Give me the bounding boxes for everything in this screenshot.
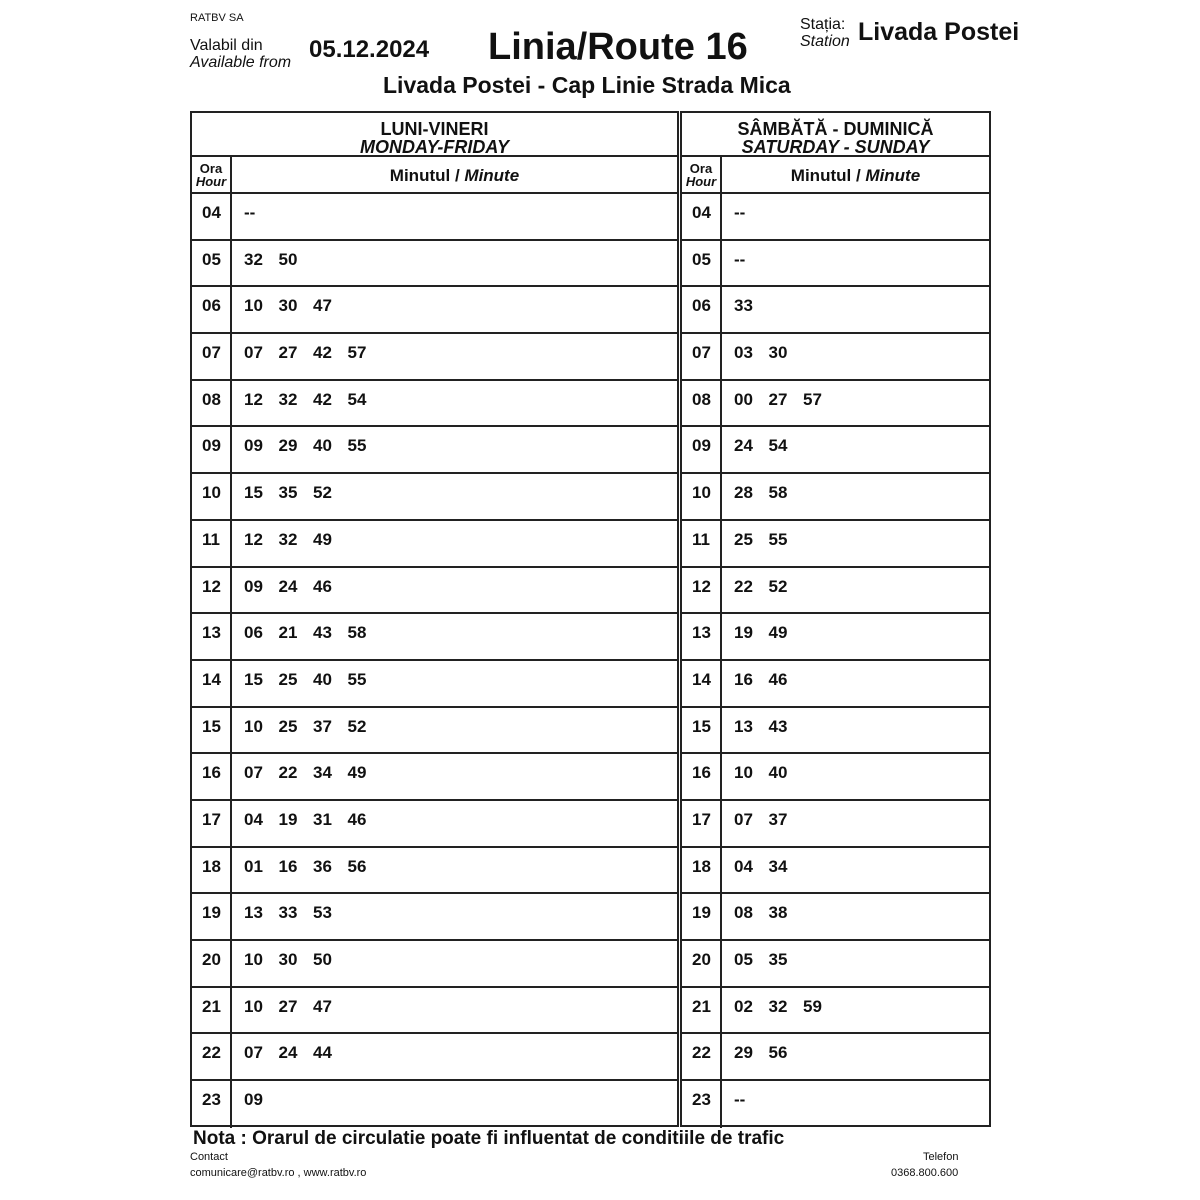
minute-value: 10 (244, 296, 263, 316)
minute-value: 49 (347, 763, 367, 783)
hour-cell: 17 (682, 801, 722, 846)
table-row (192, 708, 677, 755)
hour-cell: 20 (192, 941, 232, 986)
hour-cell: 12 (682, 568, 722, 613)
weekend-title-en: SATURDAY - SUNDAY (741, 137, 930, 157)
hour-cell: 13 (192, 614, 232, 659)
minute-value: 13 (734, 716, 753, 736)
minute-value: 38 (768, 903, 788, 923)
minute-value: 30 (278, 950, 298, 969)
minute-value: 19 (278, 809, 298, 829)
minute-value: 10 (244, 716, 263, 736)
table-row (682, 894, 989, 941)
minute-value: 22 (734, 576, 753, 596)
minutes-cell (232, 287, 677, 332)
minute-value: 13 (244, 903, 263, 923)
minute-value: 53 (313, 903, 332, 923)
table-row (192, 941, 677, 988)
minute-value: 46 (768, 669, 788, 689)
minute-value: 10 (244, 950, 263, 969)
table-row (192, 1034, 677, 1081)
hour-cell: 07 (682, 334, 722, 379)
minute-value: 43 (768, 716, 788, 736)
hour-cell: 16 (192, 754, 232, 799)
valid-from-label-ro: Valabil din (190, 37, 263, 54)
hour-header-ro: Ora (689, 161, 713, 176)
minute-value: 09 (244, 436, 263, 456)
traffic-note: Nota : Orarul de circulatie poate fi influentat de conditiile de trafic (193, 1128, 785, 1149)
hour-cell: 15 (192, 708, 232, 753)
minute-value: 08 (734, 903, 753, 923)
minute-value: 29 (278, 436, 298, 456)
minute-value: 15 (244, 669, 263, 689)
hour-cell: 04 (682, 194, 722, 239)
minute-value: 27 (768, 389, 788, 409)
minute-value: 16 (734, 669, 753, 689)
table-row (682, 661, 989, 708)
table-row (192, 1081, 677, 1128)
minutes-cell (232, 521, 677, 566)
minute-value: 35 (278, 483, 298, 503)
hour-cell: 08 (682, 381, 722, 426)
minutes-cell (722, 754, 989, 799)
minute-value: 15 (244, 483, 263, 503)
minute-value: 47 (313, 296, 332, 316)
minute-value: 40 (313, 436, 332, 456)
table-row (682, 988, 989, 1035)
weekend-column-headers (682, 157, 989, 194)
minute-column-header (232, 157, 677, 192)
minute-value: 27 (278, 996, 298, 1016)
minute-value: 04 (244, 809, 263, 829)
minutes-cell (722, 801, 989, 846)
weekday-rows (192, 194, 677, 1128)
phone-value: 0368.800.600 (891, 1167, 959, 1179)
hour-cell: 11 (192, 521, 232, 566)
route-description: Livada Postei - Cap Linie Strada Mica (383, 72, 791, 98)
minutes-cell (232, 474, 677, 519)
route-title: Linia/Route 16 (488, 26, 748, 68)
hour-cell: 13 (682, 614, 722, 659)
hour-cell: 04 (192, 194, 232, 239)
hour-cell: 15 (682, 708, 722, 753)
minute-value: 33 (734, 296, 753, 316)
minute-value: 34 (768, 856, 788, 876)
table-row (682, 708, 989, 755)
table-row (682, 334, 989, 381)
station-label-ro: Stația: (800, 16, 846, 33)
table-row (192, 521, 677, 568)
minute-value: -- (244, 203, 256, 222)
minute-value: 07 (244, 343, 263, 363)
minute-value: 25 (278, 716, 298, 736)
minutes-cell (232, 988, 677, 1033)
hour-cell: 23 (682, 1081, 722, 1128)
minute-value: 55 (347, 669, 367, 689)
minute-value: 03 (734, 343, 753, 363)
minute-value: 44 (313, 1043, 332, 1063)
minute-value: 59 (803, 996, 822, 1016)
minute-value: 36 (313, 856, 332, 876)
station-label (800, 16, 850, 50)
minutes-cell (232, 801, 677, 846)
valid-from-label-en: Available from (190, 54, 292, 71)
table-row (682, 1034, 989, 1081)
minute-value: 12 (244, 389, 263, 409)
table-row (682, 941, 989, 988)
table-row (682, 194, 989, 241)
minute-value: 07 (244, 1043, 263, 1063)
minutes-cell (722, 521, 989, 566)
table-row (192, 241, 677, 288)
minute-value: 24 (278, 576, 298, 596)
minutes-cell (722, 334, 989, 379)
hour-cell: 23 (192, 1081, 232, 1128)
table-row (682, 848, 989, 895)
minute-value: 09 (244, 576, 263, 596)
minute-value: 55 (768, 529, 788, 549)
table-row (682, 1081, 989, 1128)
minutes-cell (232, 1081, 677, 1128)
table-row (682, 474, 989, 521)
table-row (192, 754, 677, 801)
minutes-cell (232, 334, 677, 379)
hour-cell: 18 (682, 848, 722, 893)
hour-cell: 16 (682, 754, 722, 799)
weekend-timetable (680, 111, 991, 1127)
hour-cell: 06 (192, 287, 232, 332)
minute-value: 01 (244, 856, 263, 876)
weekday-title-en: MONDAY-FRIDAY (360, 137, 509, 157)
hour-cell: 22 (192, 1034, 232, 1079)
hour-cell: 14 (682, 661, 722, 706)
minute-value: 58 (768, 483, 788, 503)
minute-value: 33 (278, 903, 298, 923)
minute-value: 32 (278, 389, 298, 409)
minutes-cell (722, 194, 989, 239)
minutes-cell (232, 754, 677, 799)
minutes-cell (722, 941, 989, 986)
hour-cell: 18 (192, 848, 232, 893)
minutes-cell (232, 708, 677, 753)
minutes-cell (722, 988, 989, 1033)
table-row (192, 474, 677, 521)
hour-cell: 22 (682, 1034, 722, 1079)
minute-value: 32 (278, 529, 298, 549)
minute-value: -- (734, 249, 746, 269)
hour-cell: 21 (682, 988, 722, 1033)
weekend-header (682, 113, 989, 157)
table-row (192, 568, 677, 615)
table-row (192, 894, 677, 941)
hour-cell: 06 (682, 287, 722, 332)
minute-value: 07 (244, 763, 263, 783)
table-row (682, 381, 989, 428)
hour-cell: 19 (682, 894, 722, 939)
table-row (192, 661, 677, 708)
minutes-cell (232, 848, 677, 893)
station-label-en: Station (800, 33, 850, 50)
minute-value: 28 (734, 483, 753, 503)
table-row (192, 194, 677, 241)
minutes-cell (722, 287, 989, 332)
minutes-cell (232, 427, 677, 472)
hour-cell: 10 (682, 474, 722, 519)
minute-value: 55 (347, 436, 367, 456)
minute-value: 10 (734, 763, 753, 783)
minutes-cell (232, 568, 677, 613)
minute-value: 58 (347, 623, 367, 643)
weekend-title-ro: SÂMBĂTĂ - DUMINICĂ (737, 119, 934, 139)
minutes-cell (232, 1034, 677, 1079)
minute-value: 19 (734, 623, 753, 643)
minute-value: 27 (278, 343, 298, 363)
minute-value: 22 (278, 763, 298, 783)
minute-value: 40 (768, 763, 788, 783)
minute-value: 42 (313, 389, 332, 409)
minute-value: 46 (313, 576, 332, 596)
table-row (682, 801, 989, 848)
company-name: RATBV SA (190, 12, 244, 24)
weekday-column-headers (192, 157, 677, 194)
minute-value: 25 (734, 529, 753, 549)
minute-value: 02 (734, 996, 753, 1016)
minute-value: -- (734, 203, 746, 222)
minute-value: 42 (313, 343, 332, 363)
hour-cell: 10 (192, 474, 232, 519)
minute-value: 25 (278, 669, 298, 689)
minute-value: 09 (244, 1090, 263, 1110)
table-row (682, 754, 989, 801)
minute-header-ro: Minutul / (389, 166, 460, 185)
minutes-cell (232, 381, 677, 426)
minutes-cell (232, 241, 677, 286)
table-row (682, 614, 989, 661)
minutes-cell (722, 381, 989, 426)
minute-value: 52 (347, 716, 367, 736)
table-row (192, 614, 677, 661)
hour-cell: 20 (682, 941, 722, 986)
valid-from-label (190, 37, 291, 71)
minute-value: 06 (244, 623, 263, 643)
minute-value: 47 (313, 996, 332, 1016)
hour-header-en: Hour (195, 174, 227, 189)
minutes-cell (722, 1034, 989, 1079)
minute-value: 35 (768, 950, 788, 969)
weekday-title-ro: LUNI-VINERI (380, 119, 489, 139)
minute-value: 10 (244, 996, 263, 1016)
minute-value: 31 (313, 809, 332, 829)
minute-value: 52 (313, 483, 332, 503)
minute-value: 07 (734, 809, 753, 829)
minute-value: -- (734, 1090, 746, 1110)
table-row (192, 334, 677, 381)
minutes-cell (722, 614, 989, 659)
table-row (682, 568, 989, 615)
hour-cell: 05 (192, 241, 232, 286)
table-row (192, 381, 677, 428)
minutes-cell (232, 661, 677, 706)
weekday-header (192, 113, 677, 157)
contact-label: Contact (190, 1151, 228, 1163)
hour-cell: 11 (682, 521, 722, 566)
minute-value: 34 (313, 763, 332, 783)
hour-column-header (192, 157, 232, 192)
hour-cell: 12 (192, 568, 232, 613)
minute-column-header (722, 157, 989, 192)
hour-cell: 09 (192, 427, 232, 472)
minute-value: 37 (313, 716, 332, 736)
minutes-cell (722, 241, 989, 286)
hour-cell: 07 (192, 334, 232, 379)
minutes-cell (722, 661, 989, 706)
minute-header-en: Minute (865, 166, 921, 185)
minutes-cell (722, 894, 989, 939)
minute-value: 24 (278, 1043, 298, 1063)
minutes-cell (722, 427, 989, 472)
valid-from-date: 05.12.2024 (309, 36, 430, 63)
weekday-timetable (190, 111, 679, 1127)
minute-value: 46 (347, 809, 367, 829)
minute-value: 04 (734, 856, 753, 876)
minute-value: 49 (768, 623, 788, 643)
minute-value: 30 (278, 296, 298, 316)
minute-value: 29 (734, 1043, 753, 1063)
minute-value: 50 (278, 249, 298, 269)
hour-cell: 21 (192, 988, 232, 1033)
table-row (192, 848, 677, 895)
minutes-cell (722, 708, 989, 753)
table-row (192, 427, 677, 474)
minute-value: 32 (768, 996, 788, 1016)
minute-value: 52 (768, 576, 788, 596)
hour-header-en: Hour (685, 174, 717, 189)
minutes-cell (232, 941, 677, 986)
minute-value: 49 (313, 529, 332, 549)
minute-value: 05 (734, 950, 753, 969)
minutes-cell (722, 848, 989, 893)
minutes-cell (232, 194, 677, 239)
phone-label: Telefon (923, 1151, 959, 1163)
minute-header-ro: Minutul / (790, 166, 861, 185)
minute-value: 00 (734, 389, 753, 409)
weekend-rows (682, 194, 989, 1128)
hour-cell: 09 (682, 427, 722, 472)
minute-value: 50 (313, 950, 332, 969)
station-name: Livada Postei (858, 18, 1020, 46)
table-row (682, 287, 989, 334)
minute-value: 54 (347, 389, 367, 409)
hour-cell: 19 (192, 894, 232, 939)
minute-value: 16 (278, 856, 298, 876)
hour-header-ro: Ora (199, 161, 223, 176)
minutes-cell (722, 1081, 989, 1128)
table-row (682, 241, 989, 288)
minute-value: 21 (278, 623, 298, 643)
minutes-cell (232, 894, 677, 939)
table-row (682, 521, 989, 568)
minute-value: 54 (768, 436, 788, 456)
table-row (192, 801, 677, 848)
table-row (682, 427, 989, 474)
hour-cell: 05 (682, 241, 722, 286)
minute-value: 37 (768, 809, 788, 829)
minute-value: 56 (768, 1043, 788, 1063)
hour-column-header (682, 157, 722, 192)
table-row (192, 287, 677, 334)
minute-value: 32 (244, 249, 263, 269)
hour-cell: 14 (192, 661, 232, 706)
hour-cell: 17 (192, 801, 232, 846)
minute-value: 57 (347, 343, 367, 363)
minute-value: 57 (803, 389, 822, 409)
contact-value: comunicare@ratbv.ro , www.ratbv.ro (190, 1167, 367, 1179)
minutes-cell (722, 568, 989, 613)
hour-cell: 08 (192, 381, 232, 426)
minute-value: 24 (734, 436, 753, 456)
minute-value: 30 (768, 343, 788, 363)
minutes-cell (232, 614, 677, 659)
minute-value: 43 (313, 623, 332, 643)
minutes-cell (722, 474, 989, 519)
minute-header-en: Minute (464, 166, 520, 185)
table-row (192, 988, 677, 1035)
minute-value: 56 (347, 856, 367, 876)
minute-value: 12 (244, 529, 263, 549)
minute-value: 40 (313, 669, 332, 689)
